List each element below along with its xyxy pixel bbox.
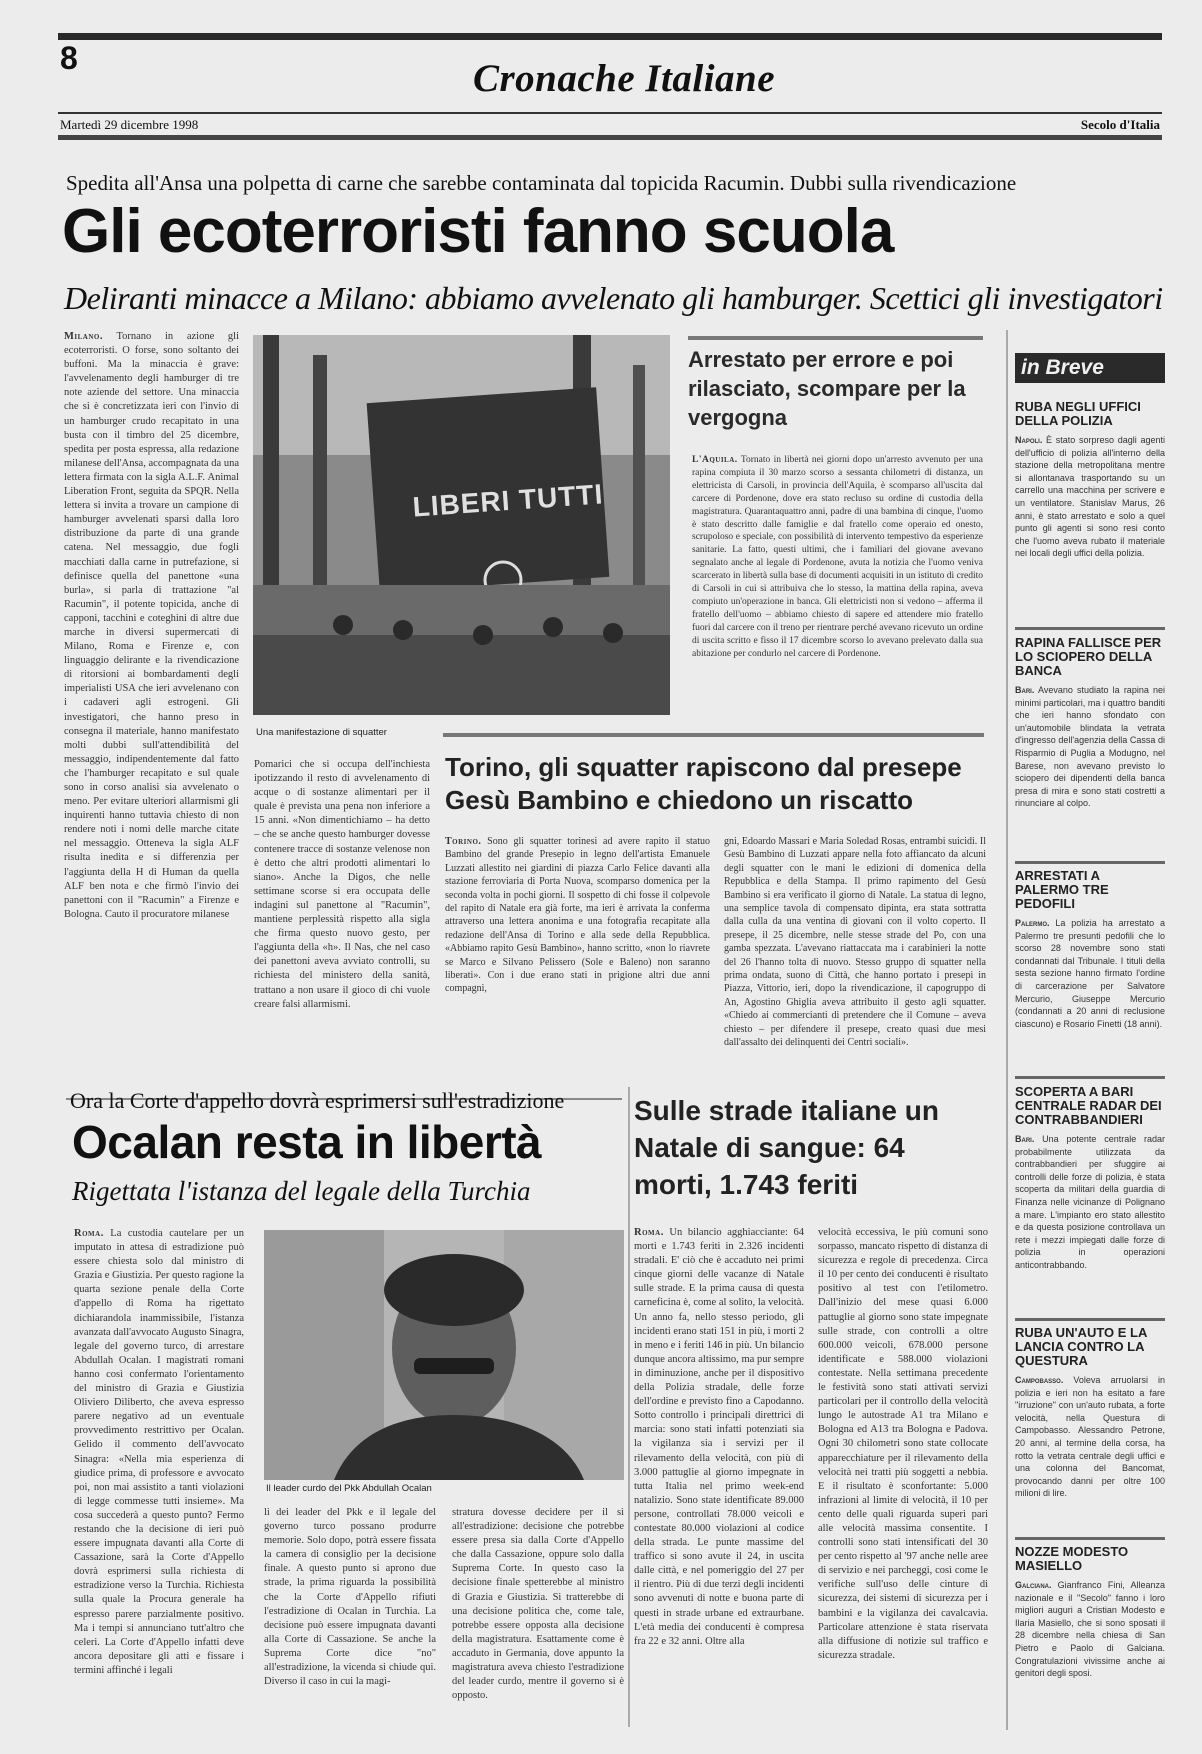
masthead-bottom-rule	[58, 135, 1162, 140]
page-number: 8	[60, 40, 78, 76]
natale-body-col2: velocità eccessiva, le più comuni sono sorpasso, mancato rispetto di distanza di sicurezza e regole di precedenza. Circa il 10 per cento dei conducenti è risultato positivo al test con l'etilometro. Dall'inizio del mese quasi 6.000 pattuglie al giorno sono state impegnate sulle strade, con controlli a oltre 600.000 veicoli, 678.000 persone identificate e 588.000 violazioni contestate. Nella settimana precedente le festività sono stati attivati servizi particolari per il controllo della velocità lungo le autostrade A1 tra Milano e Bologna ed A13 tra Bologna e Padova. Ogni 30 chilometri sono state collocate apparecchiature per il rilevamento della velocità nei tratti più soggetti a nebbia. E il risultato è sconfortante: 5.000 infrazioni al limite di velocità, il 10 per cento delle quali riguarda superi pari alle velocità massima consentite. I controlli sono stati intensificati del 30 per cento rispetto al '97 anche nelle aree di servizio e nei parcheggi, così come le verifiche sull'uso delle cinture di sicurezza, dei sistemi di sicurezza per i bambini e la vigilanza dei cavalcavia. Particolare attenzione è stata riservata alla diffusione di notizie sul traffico e sicurezza stradale.	[818, 1227, 988, 1661]
lead-headline: Gli ecoterroristi fanno scuola	[62, 197, 894, 266]
natale-headline: Sulle strade italiane un Natale di sangue: 64 morti, 1.743 feriti	[634, 1095, 939, 1200]
squatter-dateline: Torino.	[445, 836, 482, 847]
brief-divider	[1015, 1318, 1165, 1321]
brief-divider	[1015, 861, 1165, 864]
lead-kicker: Spedita all'Ansa una polpetta di carne che sarebbe contaminata dal topicida Racumin. Dubbi sulla rivendicazione	[66, 171, 1017, 195]
squatter-top-rule	[443, 733, 984, 737]
brief-divider	[1015, 1537, 1165, 1540]
ocalan-photo-caption: Il leader curdo del Pkk Abdullah Ocalan	[266, 1483, 432, 1494]
squatter-banner-text: LIBERI TUTTI	[411, 478, 605, 523]
lead-subheadline: Deliranti minacce a Milano: abbiamo avvelenato gli hamburger. Scettici gli investigatori	[64, 280, 1163, 316]
brief-text: Palermo. La polizia ha arrestato a Palermo tre presunti pedofili che lo scorso 28 novembre sono stati condannati dal Tribunale. I tituli della sesta sezione hanno firmato l'ordine di carcerazione per Salvatore Mercurio, Giuseppe Mercurio (condannati a 20 anni di reclusione ciascuno) e Rosario Finetti (18 anni).	[1015, 918, 1165, 1029]
arrest-top-rule	[688, 336, 983, 340]
publication-name: Secolo d'Italia	[1080, 117, 1160, 132]
squatter-photo	[253, 335, 670, 715]
ocalan-subheadline: Rigettata l'istanza del legale della Turchia	[72, 1176, 531, 1206]
natale-body-col1: Roma. Un bilancio agghiacciante: 64 morti e 1.743 feriti in 2.326 incidenti stradali. E' ciò che è accaduto nei primi cinque giorni delle vacanze di Natale sulle strade. E la prima causa di questa carneficina è, come al solito, la velocità. Un anno fa, nello stesso periodo, gli incidenti erano stati 151 in più, i morti 2 in meno e i feriti 146 in più. Un bilancio dunque ancora altissimo, ma pur sempre in diminuzione, anche per il dispositivo della Polizia stradale, delle forze dell'ordine e previsto fino a Capodanno. Sotto controllo i principali direttrici di marcia: sono stati infatti potenziati sia la vigilanza sia i servizi per il rilevamento della velocità, con più di 3.000 pattuglie al giorno impegnate in tutta Italia nel primo week-end natalizio. Sono state identificate 89.000 persone, controllati 78.000 veicoli e contestate 80.000 violazioni al codice della strada. Le punte massime del traffico si sono avute il 24, in uscita dalle città, e nel pomeriggio del 27 per il rientro. Più di due terzi degli incidenti sono avvenuti di notte e buona parte di questi in strade urbane ed extraurbane. L'età media dei conducenti è compresa fra 22 e 32 anni. Oltre alla	[634, 1227, 804, 1647]
brief-divider	[1015, 627, 1165, 630]
squatter-headline: Torino, gli squatter rapiscono dal presepe Gesù Bambino e chiedono un riscatto	[445, 752, 962, 815]
brief-item	[1015, 400, 1165, 594]
squatter-body-col1: Torino. Sono gli squatter torinesi ad avere rapito il statuo Bambino del grande Presepio in legno dell'artista Emanuele Luzzati allestito nei giardini di piazza Carlo Felice davanti alla stazione ferroviaria di Porta Nuova, scomparso domenica per la seconda volta in pochi giorni. Il sospetto di chi fosse il colpevole del rapito di Natale era già forte, ma ieri è arrivata la conferma attraverso una lettera anonima e una fotografia recapitate alla redazione dell'Ansa di Torino e alla sede della Repubblica. «Abbiamo rapito Gesù Bambino», hanno scritto, «non lo riavrete se Marco e Silvano Pelissero (Sole e Baleno) non saranno liberati». Con i due erano stati in prigione altri due anni compagni,	[445, 836, 710, 995]
brief-text: Galciana. Gianfranco Fini, Alleanza nazionale e il "Secolo" fanno i loro migliori auguri a Cristian Modesto e Ilaria Masiello, che si sono sposati il 28 dicembre nella chiesa di San Pietro e Paolo di Galciana. Congratulazioni vivissime anche ai genitori degli sposi.	[1015, 1580, 1165, 1679]
brief-title: NOZZE MODESTO MASIELLO	[1015, 1544, 1129, 1573]
brief-title: RAPINA FALLISCE PER LO SCIOPERO DELLA BANCA	[1015, 635, 1162, 678]
brief-title: ARRESTATI A PALERMO TRE PEDOFILI	[1015, 868, 1109, 911]
top-thick-rule	[58, 33, 1162, 40]
ocalan-body-col1: Roma. La custodia cautelare per un imputato in attesa di estradizione può essere chiesta solo dal ministro di Grazia e Giustizia. Per questo ragione la quarta sezione penale della Corte d'appello di Roma ha rigettato dichiarandola inammissibile, l'istanza avanzata dall'avvocato Augusto Sinagra, legale del governo turco, di arrestare Abdullah Ocalan. I magistrati romani hanno così confermato l'orientamento del ministro di Grazia e Giustizia Oliviero Diliberto, che aveva espresso parere negativo ad un eventuale provvedimento restrittivo per Ocalan. Gelido il commento dell'avvocato Sinagra: «Nella mia esperienza di giudice prima, di professore e avvocato poi, non mai assistito a tanti violazioni di legge commesse tutti insieme». Ma cosa succederà a questo punto? Fermo restando che la decisione di ieri può essere impugnata davanti alla Corte di Cassazione, sarà la Corte d'Appello dovrà esprimersi sulla richiesta di estradizione verso la Turchia. Richiesta sulla quale la Procura generale ha espresso parere parzialmente positivo. Ma i tempi si annunciano tutt'altro che celeri. La Corte d'Appello infatti deve ancora depositare gli atti e fissare i termini affinché i legali	[74, 1228, 244, 1676]
brief-text: Napoli. È stato sorpreso dagli agenti dell'ufficio di polizia all'interno della stazione della metropolitana mentre si allontanava trasportando su un carrello una macchina per scrivere e un ventilatore. Stanislav Marus, 26 anni, è stato arrestato e solo a quel punto gli agenti si sono resi conto che l'uomo aveva rubato il materiale nei locali degli uffici della polizia.	[1015, 435, 1165, 559]
ocalan-body-col2: li dei leader del Pkk e il legale del governo turco possano produrre memorie. Solo dopo, potrà essere fissata la camera di consiglio per la decisione finale. A questo punto si aprono due strade, la prima riguarda la possibilità che la Corte d'Appello rifiuti l'estradizione di Ocalan in Turchia. La decisione può essere impugnata davanti alla Corte di Cassazione. Se anche la Suprema Corte dice "no" all'estradizione, la vicenda si chiude qui. Diverso il caso in cui la magi-	[264, 1507, 436, 1688]
squatter-photo-illustration	[253, 335, 670, 715]
sidebar-rule	[1006, 330, 1008, 1730]
brief-text: Campobasso. Voleva arruolarsi in polizia e ieri non ha esitato a fare "irruzione" con un'auto rubata, a forte velocità, nella Questura di Campobasso. Alessandro Petrone, 20 anni, al termine della corsa, ha rotto la vetrata centrale degli uffici e una colonna del Bancomat, provocando danni per oltre 100 milioni di lire.	[1015, 1375, 1165, 1499]
ocalan-dateline: Roma.	[74, 1228, 104, 1239]
ocalan-kicker: Ora la Corte d'appello dovrà esprimersi sull'estradizione	[70, 1088, 565, 1113]
brief-title: RUBA NEGLI UFFICI DELLA POLIZIA	[1015, 399, 1141, 428]
ocalan-body-col3: stratura dovesse decidere per il sì all'estradizione: decisione che potrebbe essere presa sia dalla Corte d'Appello che dalla Cassazione, oppure solo dalla Suprema Corte. In questo caso la decisione finale spetterebbe al ministro di Grazia e Giustizia. Si tratterebbe di una decisione politica che, come tale, potrebbe essere opposta alla decisione della magistratura. Esattamente come è accaduto in Germania, dove appunto la magistratura aveva chiesto l'estradizione del leader curdo, mentre il governo si è opposto.	[452, 1507, 624, 1702]
brief-title: RUBA UN'AUTO E LA LANCIA CONTRO LA QUESTURA	[1015, 1325, 1147, 1368]
ocalan-photo	[264, 1230, 624, 1480]
issue-date: Martedì 29 dicembre 1998	[60, 117, 199, 132]
natale-dateline: Roma.	[634, 1227, 664, 1238]
section-title: Cronache Italiane	[472, 57, 776, 100]
squatter-body-col2: gni, Edoardo Massari e Maria Soledad Rosas, entrambi suicidi. Il Gesù Bambino di Luzzati appare nella foto affiancato da alcuni degli squatter con le mani le edizioni di domenica della Repubblica e della Stampa. Il primo rapimento del Gesù Bambino si era verificato il giorno di Natale. La statua di legno, una semplice tavola di compensato dipinta, era stata sottratta dalla culla da una ventina di giovani con il volto coperto. Il presepe, il 25 dicembre, nelle stesse strade del Po, con una gamba spezzata. L'avevano riattaccata ma i carabinieri la notte del 26 l'hanno tolta di nuovo. Stesso gruppo di squatter nella prima ondata, suono di Città, che hanno portato i presepi in Piazza, Vittorio, ieri, dopo la rivendicazione, il capogruppo di An, Agostino Ghiglia aveva attribuito il gesto agli squatter. «Chiedo ai commercianti di pretendere che il Comune – aveva chiesto – per difendere il presepe, creato quasi due mesi dall'assalto dei delinquenti dei Centri sociali».	[724, 836, 986, 1049]
brief-text: Bari. Avevano studiato la rapina nei minimi particolari, ma i quattro banditi che ieri hanno sfondato con un'automobile blindata la vetrata d'ingresso dell'agenzia della Cassa di Risparmio di Puglia a Modugno, nel Barese, non avevano previsto lo sciopero dei dipendenti della banca presa di mira e sono stati costretti a rinunciare al colpo.	[1015, 685, 1165, 809]
brief-title: SCOPERTA A BARI CENTRALE RADAR DEI CONTRABBANDIERI	[1015, 1084, 1162, 1127]
squatter-photo-caption: Una manifestazione di squatter	[256, 727, 387, 738]
brief-item	[1015, 869, 1165, 1087]
brief-item	[1015, 1085, 1165, 1313]
arrest-dateline: L'Aquila.	[692, 455, 738, 465]
brief-item	[1015, 636, 1165, 859]
brief-divider	[1015, 1076, 1165, 1079]
lead-body-col2: Pomarici che si occupa dell'inchiesta ipotizzando il resto di avvelenamento di acque o di sostanze alimentari per il quale è prevista una pena non inferiore a 15 anni. «Non dimentichiamo – ha detto – che se anche questo hamburger dovesse contenere tracce di sostanze velenose non è detto che altri prodotti alimentari lo siano». Anche la Digos, che nelle settimane scorse si era occupata delle indagini sul panettone al "Racumin", mantiene perplessità rispetto alla sigla che firma questo nuovo gesto, per l'aggiunta della «h». Il Nas, che nel caso dei panettoni aveva avviato controlli, su richiesta del ministero della sanità, trattano a non usare il gioco di chi vuole creare falsi allarmismi.	[254, 759, 430, 1010]
brief-item	[1015, 1326, 1165, 1544]
brief-text: Bari. Una potente centrale radar probabilmente utilizzata da contrabbandieri per sfuggire ai controlli delle forze di polizia, è stata scoperta da militari della guardia di Finanza nelle vicinanze di Polignano a mare. L'impianto ero stato allestito e da questa posizione controllava un rete i mezzi impiegati dalle forze di polizia in operazioni anticontrabbando.	[1015, 1134, 1165, 1270]
natale-column-rule	[628, 1087, 630, 1727]
arrest-body: L'Aquila. Tornato in libertà nei giorni dopo un'arresto avvenuto per una rapina compiuta il 30 marzo scorso a sessanta chilometri di distanza, un elettricista di Carsoli, in provincia dell'Aquila, è scomparso all'uscita dal carcere di Pordenone, dove era stato recluso su ordine di custodia della magistratura. Quarantaquattro anni, padre di una bambina di cinque, l'uomo è stato descritto dalle famiglie e dal fratello come operaio ed onesto, scrupoloso e speciale, con possibilità di intervento tempestivo da esperienze sanitarie. La fatto, questi ultimi, che i familiari del giovane avevano segnalato anche al legale di Pordenone, avuta la notizia che l'uomo veniva scarcerato in libertà sulla base di documenti acquisiti in un istituto di credito di Carsoli in cui si attribuiva che lo stesso, la mattina della rapina, aveva compiuto un'operazione in banca. Gli elettricisti non si vedono – afferma il fratello dell'uomo – abbiamo chiesto di sapere ed attendere mio fratello fuori dal carcere con il treno per rientrare perché avevano ricevuto un ordine di uscita scritto e fisso il 17 dicembre scorso lo avevano prelevato dalla sua abitazione per condurlo nel carcere di Pordenone.	[692, 455, 983, 659]
ocalan-headline: Ocalan resta in libertà	[72, 1116, 542, 1168]
brief-item	[1015, 1545, 1165, 1699]
in-breve-label: in Breve	[1015, 353, 1165, 383]
masthead-rule	[58, 112, 1162, 114]
ocalan-photo-illustration	[264, 1230, 624, 1480]
arrest-headline: Arrestato per errore e poi rilasciato, scompare per la vergogna	[688, 347, 966, 430]
lead-body-col1: Milano. Tornano in azione gli ecoterroristi. O forse, sono soltanto dei buffoni. Ma la minaccia è grave: l'avvelenamento degli hamburger di tre note aziende del settore. Una minaccia che si è concretizzata ieri con l'invio di un hamburger crudo recapitato in una busta con il timbro del 25 dicembre, spedita per posta espressa, alla redazione milanese dell'Ansa, accompagnata da una lettera firmata con la sigla A.L.F. Animal Liberation Front, seguita da SPQR. Nella lettera si invita a trovare un campione di hamburger avvelenati sparsi dalla loro distribuzione da parte di una grande catena. Nel messaggio, due fogli macchiati dalla carne in putrefazione, si definisce quella del panettone «una burla», si parla di trattazione "al Racumin", il potente topicida, anche di capponi, tacchini e coteghini di altre due marche in diversi supermercati di Milano, Roma e Firenze e, con linguaggio delirante e la rivendicazione di ritorsioni ai bombardamenti degli imperialisti USA che ieri avvelenano con i cadaveri agli estrogeni. Gli investigatori, che hanno preso in consegna il materiale, hanno manifestato molti dubbi sull'attendibilità del messaggio, indipendentemente dal fatto che l'hamburger recapitato e sul quale sono in corso analisi sia avvelenato o meno. Per evitare ulteriori allarmismi gli inquirenti hanno tuttavia chiesto di non rendere noti i nomi delle marche citate nel messaggio. Otteneva la sigla ALF risulta inedita e si differenzia per l'aggiunta della H di Human da quella ALF ben nota e che firmò l'invio dei panettoni con il "Racumin" a Firenze e Bologna. Cauto il procuratore milanese	[64, 331, 239, 920]
lead-dateline: Milano.	[64, 331, 103, 342]
